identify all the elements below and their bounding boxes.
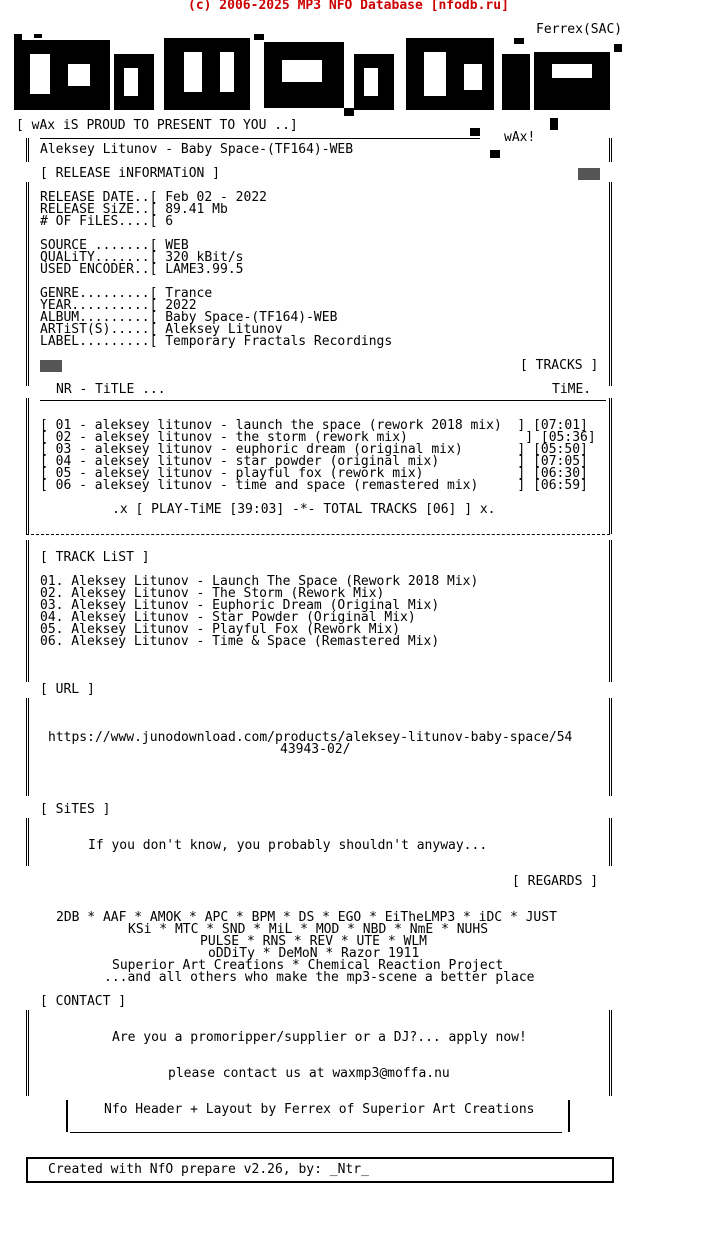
deco-block — [40, 360, 62, 372]
list-item: 05. Aleksey Litunov - Playful Fox (Rework Mix) — [40, 622, 401, 637]
section-tracks: [ TRACKS ] — [520, 358, 599, 373]
deco-block — [470, 128, 480, 136]
list-item: 02. Aleksey Litunov - The Storm (Rework Mix) — [40, 586, 385, 601]
field-album: ALBUM.........[ Baby Space-(TF164)-WEB — [40, 310, 338, 325]
contact-line-1: Are you a promoripper/supplier or a DJ?... apply now! — [112, 1030, 527, 1045]
deco-block — [550, 118, 558, 130]
list-item: 06. Aleksey Litunov - Time & Space (Remastered Mix) — [40, 634, 440, 649]
tracks-summary: .x [ PLAY-TiME [39:03] -*- TOTAL TRACKS [06] ] x. — [112, 502, 496, 517]
divider — [40, 400, 606, 401]
url-line-1[interactable]: https://www.junodownload.com/products/aleksey-litunov-baby-space/54 — [48, 730, 573, 745]
contact-line-2[interactable]: please contact us at waxmp3@moffa.nu — [168, 1066, 450, 1081]
list-item: 03. Aleksey Litunov - Euphoric Dream (Original Mix) — [40, 598, 440, 613]
section-regards: [ REGARDS ] — [512, 874, 599, 889]
list-item: 04. Aleksey Litunov - Star Powder (Original Mix) — [40, 610, 416, 625]
release-title: Aleksey Litunov - Baby Space-(TF164)-WEB — [40, 142, 354, 157]
divider — [26, 534, 610, 535]
tracks-header-time: TiME. — [552, 382, 592, 397]
sites-text: If you don't know, you probably shouldn't anyway... — [88, 838, 488, 853]
field-release-date: RELEASE DATE..[ Feb 02 - 2022 — [40, 190, 267, 205]
wax-tag: wAx! — [504, 130, 536, 145]
divider — [70, 1132, 562, 1133]
track-row: [ 01 - aleksey litunov - launch the space (rework 2018 mix) ] [07:01] — [40, 418, 588, 433]
created-with: Created with NfO prepare v2.26, by: _Ntr_ — [48, 1162, 369, 1177]
field-quality: QUALiTY.......[ 320 kBit/s — [40, 250, 244, 265]
field-year: YEAR..........[ 2022 — [40, 298, 197, 313]
section-url: [ URL ] — [40, 682, 95, 697]
section-track-list: [ TRACK LiST ] — [40, 550, 150, 565]
field-genre: GENRE.........[ Trance — [40, 286, 213, 301]
section-release-info: [ RELEASE iNFORMATiON ] — [40, 166, 221, 181]
regards-line: KSi * MTC * SND * MiL * MOD * NBD * NmE * NUHS — [128, 922, 489, 937]
track-row: [ 06 - aleksey litunov - time and space (remastered mix) ] [06:59] — [40, 478, 588, 493]
field-source: SOURCE .......[ WEB — [40, 238, 189, 253]
field-encoder: USED ENCODER..[ LAME3.99.5 — [40, 262, 244, 277]
field-artist: ARTiST(S).....[ Aleksey Litunov — [40, 322, 283, 337]
copyright-line: (c) 2006-2025 MP3 NFO Database [nfodb.ru] — [188, 0, 509, 13]
field-label: LABEL.........[ Temporary Fractals Recordings — [40, 334, 393, 349]
divider — [40, 138, 480, 139]
track-row: [ 04 - aleksey litunov - star powder (original mix) ] [07:05] — [40, 454, 588, 469]
field-num-files: # OF FiLES....[ 6 — [40, 214, 174, 229]
track-row: [ 03 - aleksey litunov - euphoric dream (original mix) ] [05:50] — [40, 442, 588, 457]
tracks-header-title: NR - TiTLE ... — [56, 382, 166, 397]
logo-credit: Ferrex(SAC) — [536, 22, 623, 37]
regards-line: Superior Art Creations * Chemical Reaction Project — [112, 958, 504, 973]
present-line: [ wAx iS PROUD TO PRESENT TO YOU ..] — [16, 118, 298, 133]
section-contact: [ CONTACT ] — [40, 994, 127, 1009]
contact-box — [26, 1010, 612, 1096]
deco-block — [578, 168, 600, 180]
track-row: [ 02 - aleksey litunov - the storm (rework mix) ] [05:36] — [40, 430, 596, 445]
wax-logo-art — [14, 34, 624, 116]
section-sites: [ SiTES ] — [40, 802, 111, 817]
regards-line: 2DB * AAF * AMOK * APC * BPM * DS * EGO * EiTheLMP3 * iDC * JUST — [56, 910, 557, 925]
url-line-2[interactable]: 43943-02/ — [280, 742, 351, 757]
regards-line: PULSE * RNS * REV * UTE * WLM — [200, 934, 427, 949]
regards-line: oDDiTy * DeMoN * Razor 1911 — [208, 946, 420, 961]
regards-line: ...and all others who make the mp3-scene a better place — [104, 970, 535, 985]
track-row: [ 05 - aleksey litunov - playful fox (rework mix) ] [06:30] — [40, 466, 588, 481]
list-item: 01. Aleksey Litunov - Launch The Space (Rework 2018 Mix) — [40, 574, 479, 589]
layout-credit: Nfo Header + Layout by Ferrex of Superior Art Creations — [104, 1102, 535, 1117]
field-release-size: RELEASE SiZE..[ 89.41 Mb — [40, 202, 228, 217]
